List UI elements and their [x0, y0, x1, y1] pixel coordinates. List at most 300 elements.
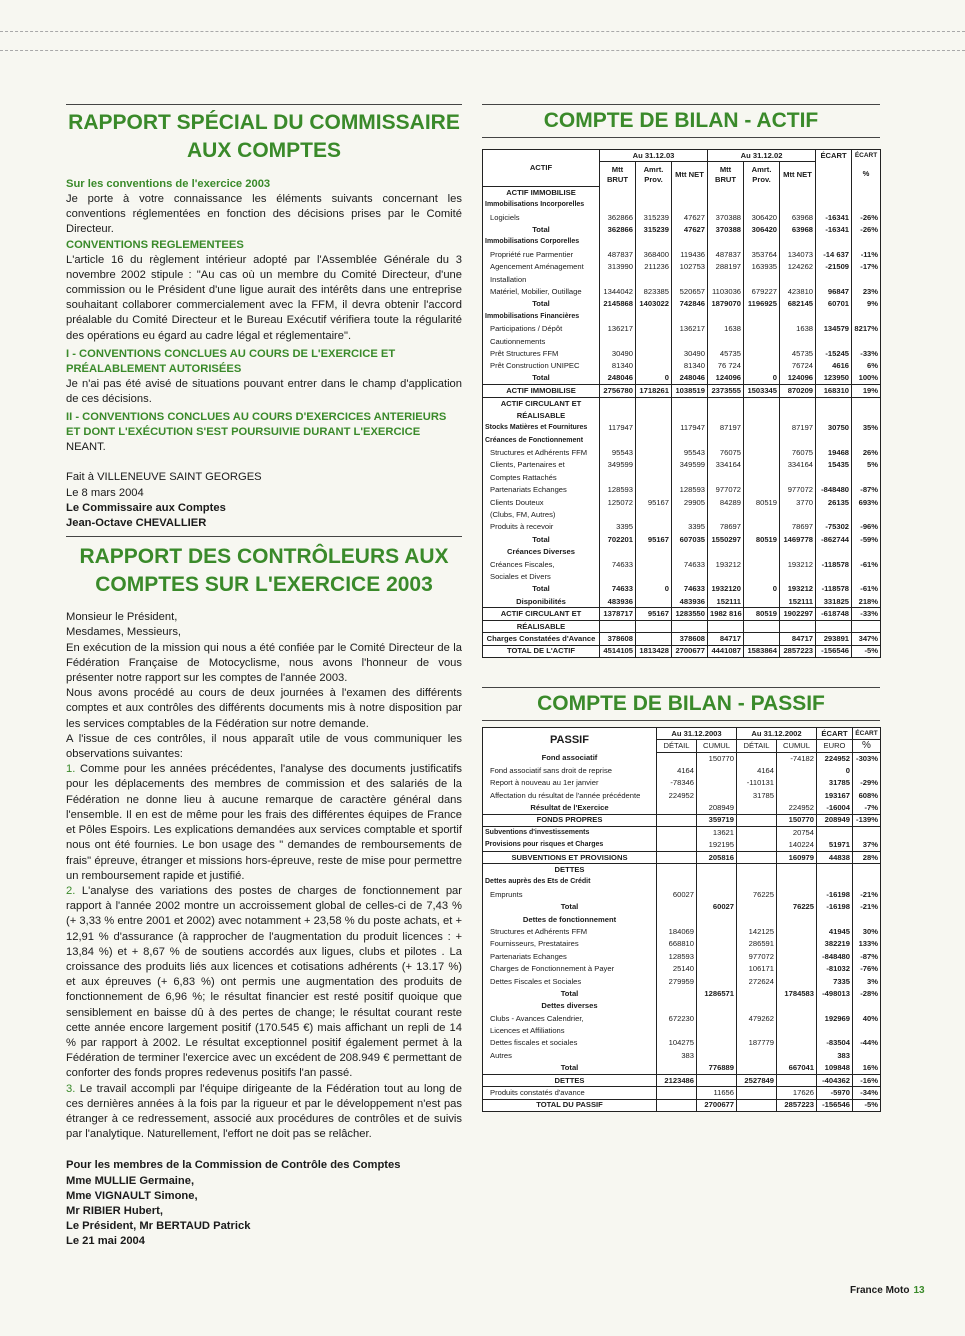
actif-cell: 347%: [852, 633, 881, 645]
actif-cell: [744, 558, 780, 570]
closing-line-3: Mme VIGNAULT Simone,: [66, 1189, 198, 1202]
actif-row-label: Total: [483, 298, 600, 310]
actif-cell: 3770: [780, 496, 816, 508]
actif-cell: -96%: [852, 521, 881, 533]
actif-cell: 349599: [600, 459, 636, 471]
actif-pct-header: %: [852, 162, 881, 187]
passif-row: [483, 876, 881, 888]
actif-cell: [852, 335, 881, 347]
passif-cell: [697, 777, 737, 789]
actif-row: [483, 385, 881, 397]
actif-cell: 152111: [708, 596, 744, 608]
actif-cell: [744, 484, 780, 496]
actif-cell: 1196925: [744, 298, 780, 310]
actif-cell: [672, 273, 708, 285]
passif-cell: 208949: [697, 802, 737, 814]
passif-cell: [657, 1062, 697, 1074]
passif-row: [483, 1037, 881, 1049]
actif-cell: [708, 187, 744, 199]
passif-cell: -110131: [737, 777, 777, 789]
actif-cell: 119436: [672, 249, 708, 261]
passif-cell: [737, 851, 777, 863]
actif-cell: [852, 187, 881, 199]
actif-cell: 6%: [852, 360, 881, 372]
actif-cell: 45735: [780, 348, 816, 360]
section-i-paragraph: Je n'ai pas été avisé de situations pouvant entrer dans le champ d'application de ces décisions.: [66, 377, 462, 406]
passif-ecart-pct-header: ÉCART: [853, 728, 881, 740]
actif-row-label: Total: [483, 534, 600, 546]
actif-row: [483, 608, 881, 620]
actif-cell: [600, 187, 636, 199]
passif-cell: -83504: [817, 1037, 853, 1049]
page-footer: [850, 1285, 925, 1296]
passif-cell: 142125: [737, 926, 777, 938]
actif-row-label: Immobilisations Financières: [483, 311, 600, 323]
actif-cell: -15245: [816, 348, 852, 360]
actif-row: [483, 224, 881, 236]
actif-cell: [600, 546, 636, 558]
actif-cell: 483936: [672, 596, 708, 608]
passif-cell: -16198: [817, 901, 853, 913]
actif-cell: [708, 472, 744, 484]
actif-col-label: ACTIF: [483, 162, 600, 174]
observation-1: [66, 762, 462, 884]
passif-cell: -44%: [853, 1037, 881, 1049]
actif-cell: [780, 187, 816, 199]
actif-cell: 95167: [636, 608, 672, 620]
salutation-2: Mesdames, Messieurs,: [66, 626, 182, 639]
actif-cell: [780, 509, 816, 521]
actif-cell: [744, 187, 780, 199]
actif-header-row-2: [483, 162, 881, 174]
actif-cell: 136217: [672, 323, 708, 335]
actif-cell: 288197: [708, 261, 744, 273]
actif-cell: 349599: [672, 459, 708, 471]
passif-row-label: Emprunts: [483, 889, 657, 901]
actif-cell: 124262: [780, 261, 816, 273]
actif-cell: [816, 546, 852, 558]
actif-cell: 4616: [816, 360, 852, 372]
passif-cell: [697, 926, 737, 938]
passif-cell: 359719: [697, 814, 737, 826]
passif-cell: [657, 876, 697, 888]
passif-cell: 382219: [817, 938, 853, 950]
actif-cell: 293891: [816, 633, 852, 645]
passif-cell: [777, 876, 817, 888]
actif-row: [483, 273, 881, 285]
actif-cell: [672, 472, 708, 484]
actif-cell: [744, 335, 780, 347]
passif-cell: 20754: [777, 827, 817, 839]
actif-cell: [672, 199, 708, 211]
actif-cell: -61%: [852, 558, 881, 570]
passif-cell: [697, 963, 737, 975]
passif-cell: [737, 1025, 777, 1037]
passif-cell: [657, 901, 697, 913]
passif-cell: [777, 789, 817, 801]
actif-cell: 45735: [708, 348, 744, 360]
passif-cell: [777, 889, 817, 901]
actif-cell: [780, 199, 816, 211]
actif-row-label: Sociales et Divers: [483, 571, 600, 583]
passif-cell: -16%: [853, 1074, 881, 1086]
passif-cell: 41945: [817, 926, 853, 938]
actif-title-rule-bottom: [482, 137, 880, 138]
actif-cell: 74633: [672, 583, 708, 595]
actif-row-label: Installation: [483, 273, 600, 285]
passif-cell: 60027: [697, 901, 737, 913]
passif-cell: 17626: [777, 1087, 817, 1099]
actif-cell: 1378717: [600, 608, 636, 620]
observation-2-text: L'analyse des variations des postes de charges de fonctionnement par rapport à l'année 2002 montre un accroissement global de celles-ci de 7,43 % (+ 3,33 % entre 2001 et 2002) avec notamment + 23,58 % du poste achats, et + 12,91 % d'assurance (à rapprocher de l'augmentation du produit licences : + 13,84 %) et + 8,67 % de soutiens accordés aux ligues, clubs et pilotes . La croissance des produits liés aux licences et cotisations adhérents (+ 13.17 %) et aux épreuves (+ 6,83 %) ont permis une augmentation des produits de fonctionnement de 6,96 %; le résultat financier est resté positif quoique que sensiblement en baisse dû à des pertes de change; le résultat courant reste cette année encore largement positif (170.545 €) mais affichant un repli de 14 % par rapport à 2002. Le résultat exceptionnel positif également permet à la Fédération de terminer l'exercice avec un excédent de 208.949 € permettant de conforter des fonds propres redevenus positifs l'an passé.: [66, 884, 462, 1080]
passif-cell: [777, 1037, 817, 1049]
actif-cell: 5%: [852, 459, 881, 471]
passif-period-2002: Au 31.12.2002: [737, 728, 817, 740]
actif-cell: 1718261: [636, 385, 672, 397]
passif-cell: [657, 988, 697, 1000]
passif-cell: [817, 864, 853, 876]
passif-cell: [657, 1000, 697, 1012]
passif-row: [483, 839, 881, 851]
passif-cell: 13621: [697, 827, 737, 839]
passif-row: [483, 901, 881, 913]
actif-row: [483, 496, 881, 508]
actif-cell: 378608: [672, 633, 708, 645]
passif-cell: [697, 1074, 737, 1086]
actif-cell: [708, 199, 744, 211]
actif-cell: [636, 348, 672, 360]
actif-cell: 81340: [672, 360, 708, 372]
actif-cell: 123950: [816, 373, 852, 385]
actif-cell: 4441087: [708, 645, 744, 657]
actif-cell: [852, 571, 881, 583]
actif-cell: 80519: [744, 608, 780, 620]
actif-cell: 29905: [672, 496, 708, 508]
actif-row-label: Créances Fiscales,: [483, 558, 600, 570]
actif-cell: 211236: [636, 261, 672, 273]
actif-row-label: RÉALISABLE: [483, 620, 600, 632]
actif-cell: [852, 410, 881, 422]
passif-cell: -16004: [817, 802, 853, 814]
passif-cell: 279959: [657, 975, 697, 987]
actif-cell: [744, 596, 780, 608]
actif-cell: [852, 273, 881, 285]
actif-cell: 117947: [672, 422, 708, 434]
passif-cell: [853, 1000, 881, 1012]
actif-cell: 2756780: [600, 385, 636, 397]
actif-cell: [780, 410, 816, 422]
actif-row: [483, 434, 881, 446]
actif-cell: [636, 434, 672, 446]
passif-cell: 2527849: [737, 1074, 777, 1086]
passif-cell: 76225: [777, 901, 817, 913]
actif-cell: 74633: [600, 583, 636, 595]
actif-cell: 248046: [600, 373, 636, 385]
passif-row: [483, 752, 881, 764]
passif-cell: [737, 1087, 777, 1099]
actif-cell: 607035: [672, 534, 708, 546]
passif-row-label: Partenariats Echanges: [483, 951, 657, 963]
passif-cell: [817, 1000, 853, 1012]
actif-cell: 87197: [780, 422, 816, 434]
actif-cell: 1344042: [600, 286, 636, 298]
passif-cell: 205816: [697, 851, 737, 863]
actif-cell: 520657: [672, 286, 708, 298]
passif-row-label: Fond associatif: [483, 752, 657, 764]
passif-row-label: Fournisseurs, Prestataires: [483, 938, 657, 950]
actif-cell: 378608: [600, 633, 636, 645]
actif-sub-header-1: Amrt. Prov.: [636, 162, 672, 187]
passif-cell: 1784583: [777, 988, 817, 1000]
paragraph-2: Nous avons procédé au cours de deux journées à l'examen des différents comptes et aux contrôles des différents documents mis à notre disposition par les services comptables de la Fédération sur notre demande.: [66, 687, 462, 730]
actif-cell: 2373555: [708, 385, 744, 397]
actif-ecart-pct-header: ÉCART: [852, 150, 881, 162]
passif-cell: 0: [817, 765, 853, 777]
actif-cell: [708, 335, 744, 347]
actif-cell: [636, 422, 672, 434]
actif-cell: [636, 571, 672, 583]
special-report-title: RAPPORT SPÉCIAL DU COMMISSAIRE AUX COMPTES: [68, 111, 460, 162]
section-ii-heading: II - CONVENTIONS CONCLUES AU COURS D'EXERCICES ANTERIEURS ET DONT L'EXÉCUTION S'EST POURSUIVIE DURANT L'EXERCICE: [66, 411, 447, 439]
passif-cell: [737, 1099, 777, 1111]
actif-row-label: Propriété rue Parmentier: [483, 249, 600, 261]
actif-cell: [744, 323, 780, 335]
passif-cell: [817, 827, 853, 839]
actif-cell: 168310: [816, 385, 852, 397]
actif-cell: 128593: [600, 484, 636, 496]
actif-cell: 2700677: [672, 645, 708, 657]
actif-cell: [816, 571, 852, 583]
actif-cell: [780, 273, 816, 285]
actif-cell: 1638: [780, 323, 816, 335]
actif-cell: [744, 472, 780, 484]
actif-cell: -17%: [852, 261, 881, 273]
actif-cell: 152111: [780, 596, 816, 608]
actif-cell: -26%: [852, 224, 881, 236]
actif-cell: [780, 434, 816, 446]
actif-cell: [744, 236, 780, 248]
actif-cell: [744, 434, 780, 446]
actif-cell: [600, 571, 636, 583]
actif-row-label: Participations / Dépôt: [483, 323, 600, 335]
passif-cell: [777, 1050, 817, 1062]
actif-cell: 19468: [816, 447, 852, 459]
passif-cell: 51971: [817, 839, 853, 851]
actif-row-label: ACTIF IMMOBILISE: [483, 187, 600, 199]
passif-row-label: Dettes Fiscales et Sociales: [483, 975, 657, 987]
actif-cell: [600, 397, 636, 409]
actif-cell: [708, 397, 744, 409]
actif-cell: [672, 410, 708, 422]
actif-cell: 334164: [708, 459, 744, 471]
passif-cell: 150770: [697, 752, 737, 764]
actif-row: [483, 484, 881, 496]
passif-cell: [777, 864, 817, 876]
passif-cell: 977072: [737, 951, 777, 963]
passif-cell: -404362: [817, 1074, 853, 1086]
actif-cell: [780, 311, 816, 323]
actif-cell: [780, 397, 816, 409]
actif-row: [483, 261, 881, 273]
passif-cell: 133%: [853, 938, 881, 950]
passif-cell: [737, 802, 777, 814]
passif-title-rule-bottom: [482, 720, 880, 721]
passif-cell: [657, 839, 697, 851]
passif-cell: [777, 951, 817, 963]
actif-cell: [852, 546, 881, 558]
passif-cell: [657, 827, 697, 839]
actif-row-label: Partenariats Echanges: [483, 484, 600, 496]
actif-cell: [816, 509, 852, 521]
actif-cell: 30490: [672, 348, 708, 360]
passif-cell: [697, 789, 737, 801]
actif-cell: [744, 348, 780, 360]
actif-cell: [708, 273, 744, 285]
actif-cell: [600, 199, 636, 211]
left-column: [66, 104, 462, 1250]
observation-3: [66, 1082, 462, 1143]
regulated-paragraph: L'article 16 du règlement intérieur adopté par l'Assemblée Générale du 3 novembre 2002 stipule : "Au cas où un membre du Comité Directeur, d'une commission ou le Président d'une ligue aurait des intérêts dans une entreprise souhaitant collaborer commercialement avec la FFM, il devra obtenir l'accord préalable du Comité Directeur et le Bureau Exécutif vérifiera toute la régularité des opérations eu égard au cadre légal et réglementaire".: [66, 253, 462, 342]
actif-cell: 60701: [816, 298, 852, 310]
actif-cell: [744, 273, 780, 285]
actif-cell: 483936: [600, 596, 636, 608]
passif-cell: [697, 1037, 737, 1049]
controllers-report-title: RAPPORT DES CONTRÔLEURS AUX COMPTES SUR L'EXERCICE 2003: [79, 545, 449, 597]
passif-cell: 150770: [777, 814, 817, 826]
passif-cell: -21%: [853, 901, 881, 913]
actif-cell: 315239: [636, 211, 672, 223]
passif-cell: [737, 901, 777, 913]
passif-cell: -303%: [853, 752, 881, 764]
actif-cell: [816, 434, 852, 446]
actif-cell: [708, 620, 744, 632]
actif-cell: -75302: [816, 521, 852, 533]
passif-cell: -5%: [853, 1099, 881, 1111]
passif-cell: [697, 913, 737, 925]
actif-cell: [744, 521, 780, 533]
passif-row: [483, 851, 881, 863]
actif-period-2002: Au 31.12.02: [708, 150, 816, 162]
actif-cell: -33%: [852, 608, 881, 620]
passif-cell: [737, 1050, 777, 1062]
actif-cell: -14 637: [816, 249, 852, 261]
actif-cell: 134579: [816, 323, 852, 335]
actif-row-label: Clients, Partenaires et: [483, 459, 600, 471]
passif-cell: 193167: [817, 789, 853, 801]
observation-1-number: 1.: [66, 763, 76, 776]
actif-cell: 1038519: [672, 385, 708, 397]
actif-cell: 368400: [636, 249, 672, 261]
actif-cell: [672, 397, 708, 409]
actif-cell: [816, 199, 852, 211]
passif-cell: -28%: [853, 988, 881, 1000]
passif-row: [483, 777, 881, 789]
passif-row-label: Dettes fiscales et sociales: [483, 1037, 657, 1049]
actif-header-row-1: [483, 150, 881, 162]
actif-cell: [672, 434, 708, 446]
actif-cell: 353764: [744, 249, 780, 261]
actif-row: [483, 645, 881, 657]
actif-row-label: Structures et Adhérents FFM: [483, 447, 600, 459]
right-column: [482, 104, 880, 1112]
actif-sub-header-3: Mtt BRUT: [708, 162, 744, 187]
actif-cell: [636, 596, 672, 608]
actif-cell: [816, 236, 852, 248]
actif-cell: 95543: [672, 447, 708, 459]
signature-role: Le Commissaire aux Comptes: [66, 501, 226, 514]
actif-cell: 3395: [600, 521, 636, 533]
actif-cell: [780, 571, 816, 583]
passif-sub-header-2: DÉTAIL: [737, 740, 777, 752]
actif-cell: 81340: [600, 360, 636, 372]
passif-sub-header-5: %: [853, 740, 881, 752]
passif-row-label: Fond associatif sans droit de reprise: [483, 765, 657, 777]
actif-cell: 742846: [672, 298, 708, 310]
actif-cell: 1103036: [708, 286, 744, 298]
actif-cell: [708, 571, 744, 583]
actif-cell: 35%: [852, 422, 881, 434]
actif-cell: 96847: [816, 286, 852, 298]
actif-cell: [636, 546, 672, 558]
passif-table: [482, 727, 881, 1112]
passif-cell: -156546: [817, 1099, 853, 1111]
actif-cell: [636, 397, 672, 409]
footer-brand: France Moto: [850, 1285, 910, 1296]
passif-cell: 3%: [853, 975, 881, 987]
conventions-paragraph: Je porte à votre connaissance les éléments suivants concernant les conventions réglementées en fonction des décisions prises par le Comité Directeur.: [66, 193, 462, 236]
actif-cell: [744, 311, 780, 323]
actif-cell: [744, 633, 780, 645]
actif-cell: 977072: [780, 484, 816, 496]
actif-cell: 362866: [600, 211, 636, 223]
actif-cell: 74633: [600, 558, 636, 570]
actif-cell: 315239: [636, 224, 672, 236]
actif-row: [483, 521, 881, 533]
passif-cell: -34%: [853, 1087, 881, 1099]
passif-cell: 224952: [777, 802, 817, 814]
actif-cell: 870209: [780, 385, 816, 397]
actif-cell: 163935: [744, 261, 780, 273]
actif-cell: 1902297: [780, 608, 816, 620]
actif-cell: 8217%: [852, 323, 881, 335]
actif-cell: -118578: [816, 583, 852, 595]
actif-cell: 47627: [672, 224, 708, 236]
actif-row-label: Créances Diverses: [483, 546, 600, 558]
passif-row-label: Affectation du résultat de l'année précédente: [483, 789, 657, 801]
passif-header-row-1: [483, 728, 881, 740]
actif-cell: 125072: [600, 496, 636, 508]
passif-cell: [777, 1013, 817, 1025]
actif-cell: [672, 311, 708, 323]
actif-cell: 117947: [600, 422, 636, 434]
actif-cell: [600, 273, 636, 285]
actif-row: [483, 596, 881, 608]
passif-cell: 4164: [657, 765, 697, 777]
passif-row-label: Provisions pour risques et Charges: [483, 839, 657, 851]
actif-cell: 218%: [852, 596, 881, 608]
passif-cell: [657, 851, 697, 863]
actif-cell: 74633: [672, 558, 708, 570]
actif-row: [483, 249, 881, 261]
passif-cell: -29%: [853, 777, 881, 789]
actif-cell: 95543: [600, 447, 636, 459]
passif-cell: 31785: [737, 789, 777, 801]
passif-col-label: PASSIF: [483, 728, 657, 753]
observation-3-number: 3.: [66, 1082, 76, 1095]
actif-cell: [744, 422, 780, 434]
actif-cell: [780, 472, 816, 484]
actif-cell: [744, 397, 780, 409]
